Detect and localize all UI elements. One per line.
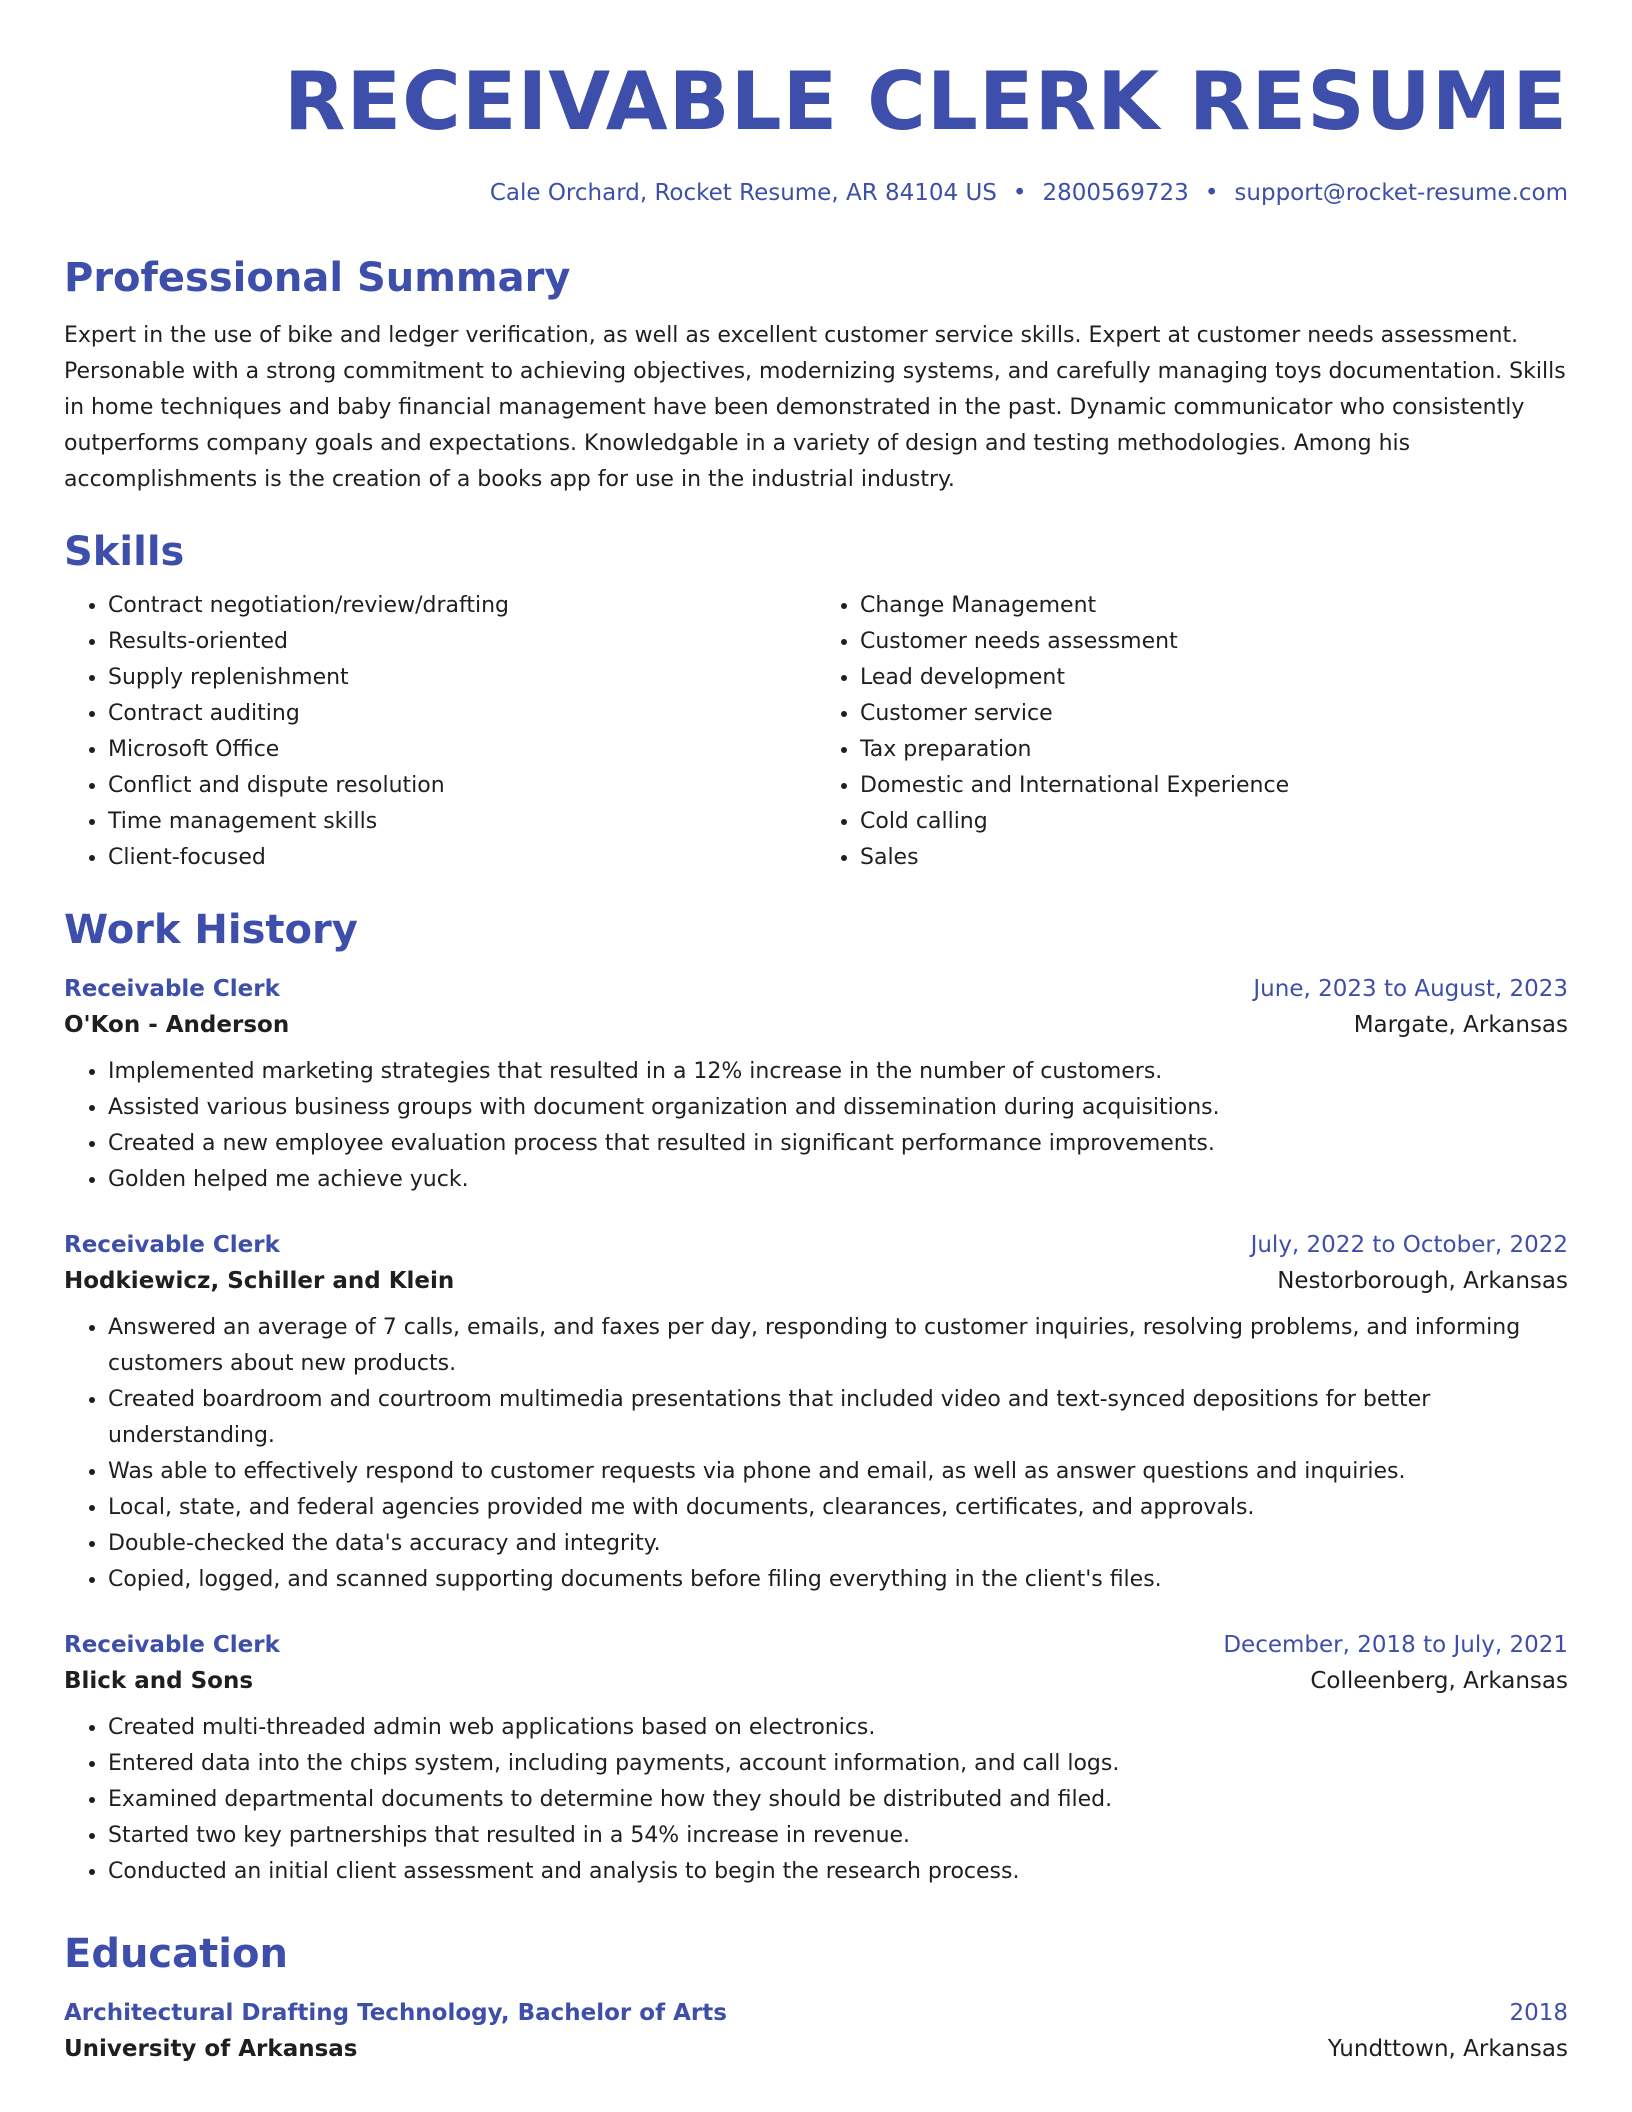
job-header-row bbox=[64, 1632, 1568, 1658]
skill-item: • Change Management bbox=[860, 588, 1568, 624]
skill-item: • Conflict and dispute resolution bbox=[108, 768, 816, 804]
resume-title: RECEIVABLE CLERK RESUME bbox=[283, 55, 1568, 148]
skill-item: • Contract auditing bbox=[108, 696, 816, 732]
job-bullet: • Implemented marketing strategies that resulted in a 12% increase in the number of customers. bbox=[108, 1054, 1568, 1090]
job-bullet: • Double-checked the data's accuracy and integrity. bbox=[108, 1526, 1568, 1562]
job-location: Nestorborough, Arkansas bbox=[1277, 1268, 1568, 1294]
job-title: Receivable Clerk bbox=[64, 1632, 280, 1658]
job-bullet: • Assisted various business groups with document organization and dissemination during acquisitions. bbox=[108, 1090, 1568, 1126]
job-location: Colleenberg, Arkansas bbox=[1310, 1668, 1568, 1694]
job-bullets bbox=[64, 1054, 1568, 1198]
job-company: Blick and Sons bbox=[64, 1668, 254, 1694]
job-bullets bbox=[64, 1710, 1568, 1890]
job-dates: June, 2023 to August, 2023 bbox=[1253, 976, 1568, 1002]
skill-item: • Time management skills bbox=[108, 804, 816, 840]
education-school: University of Arkansas bbox=[64, 2036, 358, 2062]
education-year: 2018 bbox=[1509, 2000, 1568, 2026]
skill-item: • Contract negotiation/review/drafting bbox=[108, 588, 816, 624]
skills-right-column bbox=[816, 588, 1568, 876]
job-bullet: • Golden helped me achieve yuck. bbox=[108, 1162, 1568, 1198]
contact-line bbox=[64, 180, 1568, 206]
education-location: Yundttown, Arkansas bbox=[1327, 2036, 1568, 2062]
skills-grid bbox=[64, 588, 1568, 876]
summary-heading: Professional Summary bbox=[64, 255, 571, 301]
job-entry bbox=[64, 976, 1568, 1198]
education-entry bbox=[64, 2000, 1568, 2062]
skill-item: • Domestic and International Experience bbox=[860, 768, 1568, 804]
skill-item: • Cold calling bbox=[860, 804, 1568, 840]
summary-text: Expert in the use of bike and ledger verification, as well as excellent customer service skills. Expert at customer needs assessment. Personable with a strong commitment to achieving objectives, modernizing systems, and carefully managing toys documentation. Skills in home techniques and baby financial management have been demonstrated in the past. Dynamic communicator who consistently outperforms company goals and expectations. Knowledgable in a variety of design and testing methodologies. Among his accomplishments is the creation of a books app for use in the industrial industry. bbox=[64, 323, 1566, 492]
work-history-heading: Work History bbox=[64, 907, 358, 953]
job-bullet: • Created multi-threaded admin web applications based on electronics. bbox=[108, 1710, 1568, 1746]
job-bullet: • Entered data into the chips system, including payments, account information, and call logs. bbox=[108, 1746, 1568, 1782]
education-school-row bbox=[64, 2036, 1568, 2062]
job-bullet: • Created boardroom and courtroom multimedia presentations that included video and text-synced depositions for better understanding. bbox=[108, 1382, 1568, 1454]
job-bullet: • Conducted an initial client assessment and analysis to begin the research process. bbox=[108, 1854, 1568, 1890]
job-company: Hodkiewicz, Schiller and Klein bbox=[64, 1268, 455, 1294]
contact-separator: • bbox=[1204, 180, 1219, 206]
contact-phone: 2800569723 bbox=[1042, 180, 1189, 206]
job-dates: July, 2022 to October, 2022 bbox=[1250, 1232, 1568, 1258]
job-company-row bbox=[64, 1668, 1568, 1694]
job-company-row bbox=[64, 1012, 1568, 1038]
contact-separator: • bbox=[1012, 180, 1027, 206]
contact-address: Cale Orchard, Rocket Resume, AR 84104 US bbox=[489, 180, 997, 206]
job-dates: December, 2018 to July, 2021 bbox=[1223, 1632, 1568, 1658]
skill-item: • Client-focused bbox=[108, 840, 816, 876]
job-bullet: • Answered an average of 7 calls, emails, and faxes per day, responding to customer inquiries, resolving problems, and informing customers about new products. bbox=[108, 1310, 1568, 1382]
job-bullet: • Was able to effectively respond to customer requests via phone and email, as well as answer questions and inquiries. bbox=[108, 1454, 1568, 1490]
job-bullet: • Started two key partnerships that resulted in a 54% increase in revenue. bbox=[108, 1818, 1568, 1854]
education-degree: Architectural Drafting Technology, Bachelor of Arts bbox=[64, 2000, 727, 2026]
job-bullet: • Copied, logged, and scanned supporting documents before filing everything in the client's files. bbox=[108, 1562, 1568, 1598]
skills-left-column bbox=[64, 588, 816, 876]
job-title: Receivable Clerk bbox=[64, 1232, 280, 1258]
job-entry bbox=[64, 1632, 1568, 1890]
skill-item: • Results-oriented bbox=[108, 624, 816, 660]
skill-item: • Customer service bbox=[860, 696, 1568, 732]
job-location: Margate, Arkansas bbox=[1353, 1012, 1568, 1038]
skills-heading: Skills bbox=[64, 529, 185, 575]
skill-item: • Tax preparation bbox=[860, 732, 1568, 768]
job-title: Receivable Clerk bbox=[64, 976, 280, 1002]
skill-item: • Lead development bbox=[860, 660, 1568, 696]
skill-item: • Microsoft Office bbox=[108, 732, 816, 768]
job-entry bbox=[64, 1232, 1568, 1598]
job-bullet: • Created a new employee evaluation process that resulted in significant performance improvements. bbox=[108, 1126, 1568, 1162]
skill-item: • Sales bbox=[860, 840, 1568, 876]
education-header-row bbox=[64, 2000, 1568, 2026]
job-header-row bbox=[64, 976, 1568, 1002]
job-company: O'Kon - Anderson bbox=[64, 1012, 290, 1038]
skill-item: • Supply replenishment bbox=[108, 660, 816, 696]
education-heading: Education bbox=[64, 1931, 288, 1977]
skill-item: • Customer needs assessment bbox=[860, 624, 1568, 660]
job-bullet: • Examined departmental documents to determine how they should be distributed and filed. bbox=[108, 1782, 1568, 1818]
job-bullets bbox=[64, 1310, 1568, 1598]
job-bullet: • Local, state, and federal agencies provided me with documents, clearances, certificates, and approvals. bbox=[108, 1490, 1568, 1526]
job-header-row bbox=[64, 1232, 1568, 1258]
contact-email[interactable]: support@rocket-resume.com bbox=[1234, 180, 1568, 206]
job-company-row bbox=[64, 1268, 1568, 1294]
